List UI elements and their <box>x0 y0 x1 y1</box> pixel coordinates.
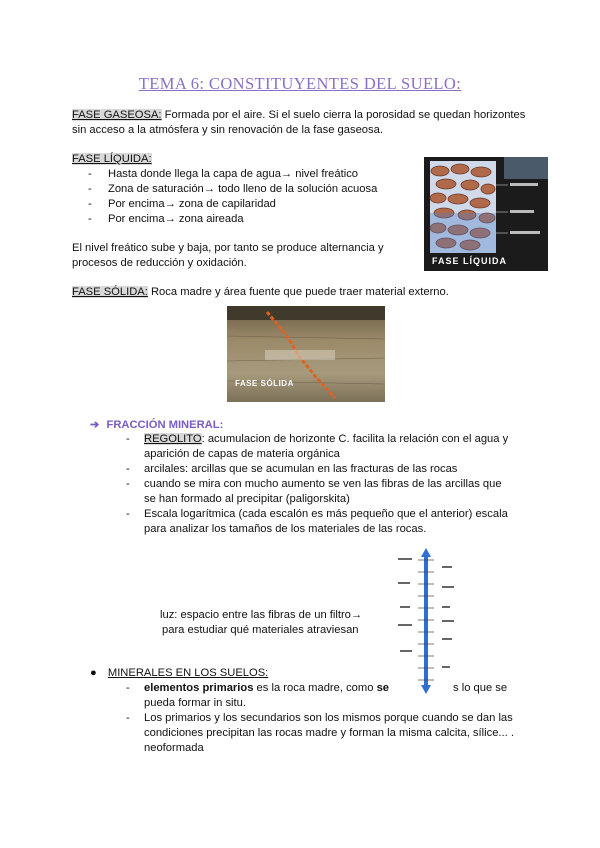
fraccion-list <box>126 432 510 537</box>
fase-liquida-caption: FASE LÍQUIDA <box>432 256 508 266</box>
minerales-heading-row <box>90 666 268 681</box>
solida-paragraph <box>72 285 532 300</box>
liquida-note: El nivel freático sube y baja, por tanto se produce alternancia y procesos de reducción y oxidación. <box>72 242 384 269</box>
luz-note <box>160 608 380 638</box>
luz-line2: para estudiar qué materiales atraviesan <box>162 624 359 636</box>
list-item: - Los primarios y los secundarios son los mismos porque cuando se dan las condiciones precipitan las rocas madre y forman la misma calcita, sílice... . neoformada <box>126 711 516 756</box>
fraccion-heading: FRACCIÓN MINERAL: <box>106 419 224 431</box>
minerales-heading: MINERALES EN LOS SUELOS: <box>107 667 269 679</box>
fase-liquida-figure <box>424 157 548 271</box>
minerales-list <box>126 681 516 756</box>
gaseosa-text: Formada por el aire. Si el suelo cierra la porosidad se quedan horizontes sin acceso a la atmósfera y sin renovación de la fase gaseosa. <box>72 109 526 136</box>
list-item: - arcilales: arcillas que se acumulan en las fracturas de las rocas <box>126 462 510 477</box>
regolito-text: : acumulacion de horizonte C. facilita la relación con el agua y aparición de capas de materia orgánica <box>144 433 509 460</box>
list-item: - Hasta donde llega la capa de agua→ nivel freático <box>72 167 412 182</box>
list-item: - Zona de saturación→ todo lleno de la solución acuosa <box>72 182 412 197</box>
list-item <box>126 681 516 711</box>
primarios-line2: pueda formar in situ. <box>144 697 246 709</box>
fase-solida-caption: FASE SÓLIDA <box>235 379 294 388</box>
gaseosa-paragraph <box>72 108 532 138</box>
primarios-bold2: se <box>376 682 390 694</box>
list-item <box>126 432 510 462</box>
gaseosa-label: FASE GASEOSA: <box>72 109 162 121</box>
list-item: - Por encima→ zona de capilaridad <box>72 197 412 212</box>
primarios-mid: es la roca madre, como <box>253 682 377 694</box>
liquida-section <box>72 152 152 167</box>
primarios-end: s lo que se <box>453 682 508 694</box>
arrow-icon: ➔ <box>90 419 100 431</box>
list-item: - Escala logarítmica (cada escalón es más pequeño que el anterior) escala para analizar los tamaños de los materiales de las rocas. <box>126 507 510 537</box>
fraccion-heading-row <box>90 418 223 433</box>
fase-solida-figure <box>227 306 385 402</box>
log-scale-figure <box>396 548 468 694</box>
page-title: TEMA 6: CONSTITUYENTES DEL SUELO: <box>138 74 462 93</box>
regolito-label: REGOLITO <box>144 433 202 445</box>
bullet-icon: ● <box>90 667 97 679</box>
primarios-bold: elementos primarios <box>144 682 254 694</box>
list-item: - Por encima→ zona aireada <box>72 212 412 227</box>
liquida-label: FASE LÍQUIDA: <box>72 153 152 165</box>
liquida-list <box>72 167 412 227</box>
luz-line1: luz: espacio entre las fibras de un filtro→ <box>160 609 363 621</box>
solida-text: Roca madre y área fuente que puede traer material externo. <box>147 286 449 298</box>
solida-label: FASE SÓLIDA: <box>72 286 148 298</box>
list-item: - cuando se mira con mucho aumento se ven las fibras de las arcillas que se han formado al precipitar (paligorskita) <box>126 477 510 507</box>
